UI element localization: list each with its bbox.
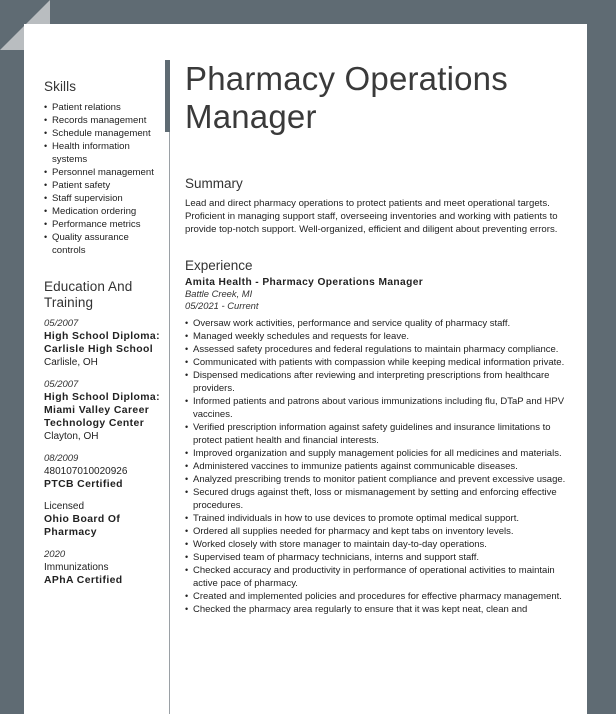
skills-list [44,101,164,257]
job-bullet: • Informed patients and patrons about various immunizations including flu, DTaP and HPV vaccines. [185,395,570,421]
education-credential: High School Diploma: Carlisle High School [44,331,160,355]
job-bullet: • Analyzed prescribing trends to monitor patient compliance and prevent excessive usage. [185,473,570,486]
skill-item: • Personnel management [44,166,164,179]
job-bullet: • Checked the pharmacy area regularly to ensure that it was kept neat, clean and [185,603,570,616]
skill-item: • Medication ordering [44,205,164,218]
skill-item: • Health information systems [44,140,164,166]
skills-heading: Skills [44,79,77,94]
education-date: 05/2007 [44,379,79,390]
skill-item: • Quality assurance controls [44,231,164,257]
summary-text: Lead and direct pharmacy operations to protect patients and meet operational targets. Proficient in managing support staff, overseeing inventories and working with patients to provide top-notch support. Well-organized, efficient and diligent about preventing errors. [185,198,558,235]
education-date: 08/2009 [44,453,79,464]
resume-page [24,24,587,714]
main-content [185,60,570,616]
job-bullet: • Improved organization and supply management policies for all medicines and materials. [185,447,570,460]
education-entry [44,500,164,539]
job-bullet: • Dispensed medications after reviewing and interpreting prescriptions from healthcare providers. [185,369,570,395]
education-credential: APhA Certified [44,575,123,586]
education-date: 2020 [44,549,66,560]
job-bullet: • Secured drugs against theft, loss or mismanagement by setting and enforcing effective procedures. [185,486,570,512]
skill-item: • Records management [44,114,164,127]
job-bullet: • Worked closely with store manager to maintain day-to-day operations. [185,538,570,551]
title-accent-bar [165,60,170,132]
education-location: Clayton, OH [44,431,99,442]
job-bullet: • Communicated with patients with compassion while keeping medical information private. [185,356,570,369]
job-bullet: • Managed weekly schedules and requests for leave. [185,330,570,343]
education-heading: Education And Training [44,279,133,310]
job-bullet: • Checked accuracy and productivity in performance of operational activities to maintain active pace of pharmacy. [185,564,570,590]
education-location: Carlisle, OH [44,357,98,368]
education-detail: Licensed [44,501,85,512]
sidebar [44,79,164,596]
education-entry [44,317,164,369]
skill-item: • Patient safety [44,179,164,192]
education-date: 05/2007 [44,318,79,329]
job-bullet: • Assessed safety procedures and federal regulations to maintain pharmacy compliance. [185,343,570,356]
education-detail: 480107010020926 [44,466,128,477]
job-title: Amita Health - Pharmacy Operations Manager [185,277,424,288]
education-detail: Immunizations [44,562,109,573]
education-entry [44,452,164,491]
skill-item: • Patient relations [44,101,164,114]
experience-heading: Experience [185,258,253,273]
education-credential: PTCB Certified [44,479,123,490]
job-bullet: • Oversaw work activities, performance and service quality of pharmacy staff. [185,317,570,330]
education-entry [44,378,164,443]
job-bullet: • Trained individuals in how to use devices to promote optimal medical support. [185,512,570,525]
education-credential: High School Diploma: Miami Valley Career Technology Center [44,392,160,429]
job-location: Battle Creek, MI [185,288,253,299]
skill-item: • Schedule management [44,127,164,140]
job-bullet: • Supervised team of pharmacy technicians, interns and support staff. [185,551,570,564]
job-bullet: • Created and implemented policies and procedures for effective pharmacy management. [185,590,570,603]
education-entry [44,548,164,587]
education-list [44,317,164,587]
job-bullet: • Ordered all supplies needed for pharmacy and kept tabs on inventory levels. [185,525,570,538]
skill-item: • Staff supervision [44,192,164,205]
summary-heading: Summary [185,176,243,191]
education-credential: Ohio Board Of Pharmacy [44,514,121,538]
job-bullet: • Administered vaccines to immunize patients against communicable diseases. [185,460,570,473]
job-dates: 05/2021 - Current [185,300,259,311]
job-bullets [185,317,570,616]
skill-item: • Performance metrics [44,218,164,231]
page-title: Pharmacy Operations Manager [185,60,508,135]
column-divider [169,132,170,714]
job-bullet: • Verified prescription information against safety guidelines and insurance limitations to protect patient health and financial interests. [185,421,570,447]
